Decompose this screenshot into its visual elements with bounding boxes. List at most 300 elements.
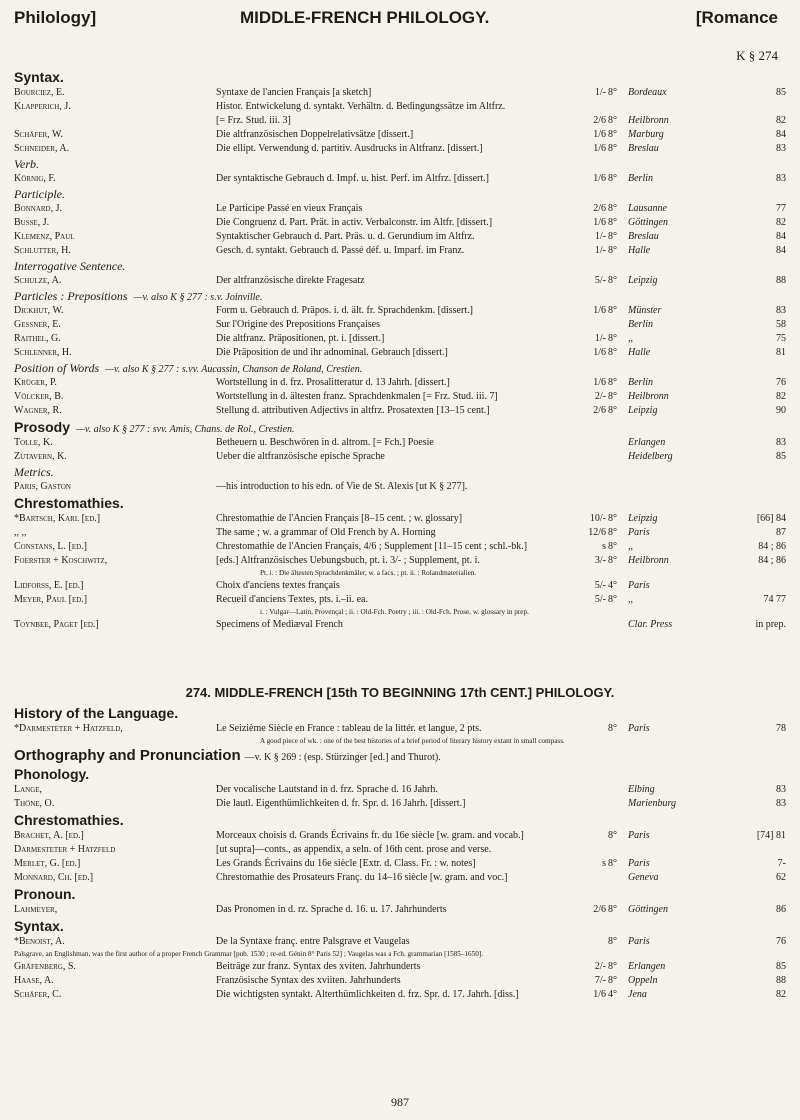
entry-year: 76 [776, 377, 786, 388]
entry-price: s [602, 858, 606, 869]
entry-title: Wortstellung in d. frz. Prosalitteratur d. 13 Jahrh. [dissert.] [216, 377, 450, 388]
entry-price: 1/6 [593, 305, 606, 316]
entry-author: Constans, L. [ed.] [14, 541, 87, 552]
entry-price: 1/6 [593, 217, 606, 228]
entry-author: Lidforss, E. [ed.] [14, 580, 84, 591]
history-heading: History of the Language. [14, 705, 179, 721]
entry-size: 8° [608, 173, 617, 184]
entry-year: 83 [776, 143, 786, 154]
entry-author: Bonnard, J. [14, 203, 63, 214]
entry-author: Schlutter, H. [14, 245, 71, 256]
entry-author: Tolle, K. [14, 437, 53, 448]
entry-author: Krüger, P. [14, 377, 57, 388]
entry-price: 1/- [594, 231, 606, 242]
entry-size: 8° [608, 961, 617, 972]
entry-place: Heidelberg [628, 451, 673, 462]
list-item [0, 974, 800, 988]
entry-author: Paris, Gaston [14, 481, 71, 492]
entry-year: 81 [776, 347, 786, 358]
history-note [0, 736, 800, 747]
entry-year: 83 [776, 173, 786, 184]
entry-size: 8° [608, 405, 617, 416]
chrestomathies2-heading: Chrestomathies. [14, 812, 124, 828]
header-right: [Romance [695, 8, 778, 27]
orthography-heading [0, 747, 800, 765]
syntax2-heading: Syntax. [14, 918, 64, 934]
list-item [0, 172, 800, 186]
particles-ref: —v. also K § 277 : s.v. Joinville. [133, 292, 263, 303]
entry-size: 8° [608, 391, 617, 402]
entry-title: Recueil d'anciens Textes, pts. i.–ii. ea. [216, 594, 368, 605]
entry-title: Die ellipt. Verwendung d. partitiv. Ausdrucks in Altfranz. [dissert.] [216, 143, 483, 154]
pronoun-heading: Pronoun. [14, 886, 76, 902]
list-item [0, 404, 800, 418]
list-item [0, 318, 800, 332]
entry-author: Wagner, R. [14, 405, 62, 416]
position-ref: —v. also K § 277 : s.vv. Aucassin, Chanson de Roland, Crestien. [105, 364, 363, 375]
entry-author: Schlenner, H. [14, 347, 72, 358]
entry-author: Körnig, F. [14, 173, 56, 184]
list-item [0, 114, 800, 128]
entry-year: 84 ; 86 [758, 541, 786, 552]
entry-title: —his introduction to his edn. of Vie de St. Alexis [ut K § 277]. [216, 481, 468, 492]
entry-title: Die wichtigsten syntakt. Alterthümlichkeiten d. frz. Spr. d. 17. Jahrh. [diss.] [216, 989, 519, 1000]
entry-place: ,, [628, 333, 633, 344]
list-item [0, 480, 800, 494]
entry-author: Dickhut, W. [14, 305, 64, 316]
entry-year: 76 [776, 936, 786, 947]
list-item [0, 100, 800, 114]
list-item [0, 304, 800, 318]
header-left: Philology] [14, 8, 97, 27]
entry-author: Lange, [14, 784, 43, 795]
entry-size: 8° [608, 333, 617, 344]
list-item [0, 346, 800, 360]
entry-size: 8° [608, 203, 617, 214]
entry-title: Chrestomathie des Prosateurs Franç. du 14–16 siècle [w. gram. and voc.] [216, 872, 508, 883]
entry-size: 8° [608, 377, 617, 388]
entry-size: 8° [608, 975, 617, 986]
entry-year: 7- [777, 858, 786, 869]
entry-author: Darmesteter + Hatzfeld [14, 844, 116, 855]
entry-title: Morceaux choisis d. Grands Écrivains fr. du 16e siècle [w. gram. and vocab.] [216, 830, 524, 841]
entry-price: 1/- [594, 245, 606, 256]
entry-price: 2/6 [593, 203, 606, 214]
entry-place: Marburg [628, 129, 664, 140]
entry-size: 8° [608, 231, 617, 242]
entry-price: 1/6 [593, 347, 606, 358]
page-header [0, 0, 800, 40]
entry-size: 8° [608, 555, 617, 566]
entry-title: Die altfranzösischen Doppelrelativsätze [dissert.] [216, 129, 414, 140]
chrestomathies-note [0, 568, 800, 579]
list-item [0, 903, 800, 917]
entry-title: Beiträge zur franz. Syntax des xviten. Jahrhunderts [216, 961, 421, 972]
entry-year: 84 [776, 231, 786, 242]
entry-size: 8° [608, 527, 617, 538]
entry-title: Choix d'anciens textes français [216, 580, 340, 591]
entry-place: Jena [628, 989, 647, 1000]
syntax2-list-2 [0, 960, 800, 1002]
list-item [0, 450, 800, 464]
entry-title: Der syntaktische Gebrauch d. Impf. u. hist. Perf. im Altfrz. [dissert.] [216, 173, 489, 184]
interrogative-list [0, 274, 800, 288]
entry-author: Zutavern, K. [14, 451, 67, 462]
syntax2-note [0, 949, 800, 960]
entry-title: Le Participe Passé en vieux Français [216, 203, 363, 214]
entry-title: Stellung d. attributiven Adjectivs in altfrz. Prosatexten [13–15 cent.] [216, 405, 490, 416]
entry-author: Schulze, A. [14, 275, 62, 286]
entry-size: 8° [608, 347, 617, 358]
chrestomathies-heading: Chrestomathies. [14, 495, 124, 511]
entry-author: ,, ,, [14, 527, 27, 538]
entry-author: Toynbee, Paget [ed.] [14, 619, 99, 630]
list-item [0, 797, 800, 811]
entry-author: Raithel, G. [14, 333, 61, 344]
header-center: MIDDLE-FRENCH PHILOLOGY. [240, 8, 490, 27]
list-item [0, 722, 800, 736]
entry-year: 75 [776, 333, 786, 344]
entry-place: Marienburg [628, 798, 676, 809]
chrestomathies-list-2 [0, 579, 800, 607]
particles-list [0, 304, 800, 360]
entry-title: Wortstellung in d. ältesten franz. Sprachdenkmalen [= Frz. Stud. iii. 7] [216, 391, 498, 402]
list-item [0, 376, 800, 390]
entry-year: 58 [776, 319, 786, 330]
entry-size: 8° [608, 305, 617, 316]
phonology-heading: Phonology. [14, 766, 90, 782]
chrestomathies-list-3 [0, 618, 800, 632]
entry-author: Schneider, A. [14, 143, 70, 154]
entry-year: 84 [776, 129, 786, 140]
entry-year: 77 [776, 203, 786, 214]
participle-heading: Participle. [14, 187, 65, 201]
note-text: A good piece of wk. : one of the best histories of a brief period of literary history extant in small compass. [260, 737, 565, 745]
entry-place: Paris [628, 858, 650, 869]
entry-price: 5/- [594, 275, 606, 286]
entry-place: Münster [628, 305, 662, 316]
entry-year: 62 [776, 872, 786, 883]
entry-place: Leipzig [628, 405, 658, 416]
entry-year: 88 [776, 275, 786, 286]
list-item [0, 202, 800, 216]
entry-place: Halle [628, 245, 651, 256]
entry-title: Die Congruenz d. Part. Prät. in activ. Verbalconstr. im Altfr. [dissert.] [216, 217, 493, 228]
entry-year: 87 [776, 527, 786, 538]
entry-year: 82 [776, 989, 786, 1000]
list-item [0, 857, 800, 871]
position-title: Position of Words [14, 361, 100, 375]
entry-place: Breslau [628, 231, 659, 242]
list-item [0, 86, 800, 100]
entry-place: Paris [628, 830, 650, 841]
entry-author: Klapperich, J. [14, 101, 71, 112]
list-item [0, 871, 800, 885]
list-item [0, 526, 800, 540]
entry-year: 83 [776, 305, 786, 316]
entry-price: 10/- [589, 513, 606, 524]
entry-title: Chrestomathie de l'Ancien Français, 4/6 ; Supplement [11–15 cent ; schl.-bk.] [216, 541, 528, 552]
entry-size: 8° [608, 904, 617, 915]
entry-title: Der vocalische Lautstand in d. frz. Sprache d. 16 Jahrh. [216, 784, 438, 795]
entry-place: Paris [628, 723, 650, 734]
entry-year: in prep. [755, 619, 786, 630]
entry-year: 83 [776, 437, 786, 448]
page-number: 987 [391, 1095, 409, 1109]
entry-price: 2/- [594, 961, 606, 972]
entry-size: 8° [608, 275, 617, 286]
prosody-title: Prosody [14, 419, 71, 435]
entry-year: 83 [776, 798, 786, 809]
entry-title: [ut supra]—conts., as appendix, a seln. of 16th cent. prose and verse. [216, 844, 492, 855]
entry-place: Berlin [628, 173, 653, 184]
entry-title: Form u. Gebrauch d. Präpos. i. d. ält. fr. Sprachdenkm. [dissert.] [216, 305, 473, 316]
verb-heading: Verb. [14, 157, 39, 171]
entry-title: De la Syntaxe franç. entre Palsgrave et Vaugelas [216, 936, 410, 947]
entry-place: Leipzig [628, 513, 658, 524]
entry-size: 8° [608, 830, 617, 841]
metrics-list [0, 480, 800, 494]
entry-author: Busse, J. [14, 217, 50, 228]
entry-title: Französische Syntax des xviiten. Jahrhunderts [216, 975, 401, 986]
entry-price: 1/6 [593, 377, 606, 388]
list-item [0, 935, 800, 949]
entry-author: Thöne, O. [14, 798, 55, 809]
verb-list [0, 172, 800, 186]
entry-place: Paris [628, 936, 650, 947]
entry-year: 83 [776, 784, 786, 795]
list-item [0, 593, 800, 607]
entry-place: Paris [628, 580, 650, 591]
entry-author: Brachet, A. [ed.] [14, 830, 84, 841]
entry-place: Geneva [628, 872, 659, 883]
entry-title: Histor. Entwickelung d. syntakt. Verhältn. d. Bedingungssätze im Altfrz. [216, 101, 506, 112]
participle-list [0, 202, 800, 258]
prosody-heading [0, 418, 800, 436]
entry-place: Lausanne [628, 203, 667, 214]
entry-year: 82 [776, 115, 786, 126]
entry-title: Der altfranzösische direkte Fragesatz [216, 275, 365, 286]
entry-price: 5/- [594, 594, 606, 605]
entry-price: 12/6 [588, 527, 606, 538]
entry-author: Meyer, Paul [ed.] [14, 594, 88, 605]
syntax2-list [0, 935, 800, 949]
list-item [0, 390, 800, 404]
entry-place: Heilbronn [628, 115, 669, 126]
position-list [0, 376, 800, 418]
entry-title: Gesch. d. syntakt. Gebrauch d. Passé déf. u. Imparf. im Franz. [216, 245, 465, 256]
entry-size: 8° [608, 594, 617, 605]
entry-title: Die Präposition de und ihr adnominal. Gebrauch [dissert.] [216, 347, 448, 358]
entry-author: Monnard, Ch. [ed.] [14, 872, 94, 883]
entry-author: Schäfer, W. [14, 129, 64, 140]
chrestomathies-list [0, 512, 800, 568]
entry-title: Sur l'Origine des Prepositions Françaises [216, 319, 381, 330]
entry-size: 8° [608, 115, 617, 126]
part1-section [0, 68, 800, 632]
entry-year: 84 ; 86 [758, 555, 786, 566]
entry-size: 8° [608, 217, 617, 228]
entry-year: 74 77 [763, 594, 786, 605]
entry-title: Le Seizième Siècle en France : tableau de la littér. et langue, 2 pts. [216, 723, 482, 734]
entry-price: 1/6 [593, 989, 606, 1000]
entry-author: Klemenz, Paul [14, 231, 75, 242]
entry-place: Paris [628, 527, 650, 538]
note-text: Pt. i. : Die ältesten Sprachdenkmäler, w. a facs. ; pt. ii. : Rolandmaterialien. [260, 569, 477, 577]
entry-title: [eds.] Altfranzösisches Uebungsbuch, pt. i. 3/- ; Supplement, pt. i. [216, 555, 480, 566]
list-item [0, 274, 800, 288]
entry-author: Bourciez, E. [14, 87, 65, 98]
entry-author: Schäfer, C. [14, 989, 62, 1000]
entry-size: 8° [608, 245, 617, 256]
entry-size: 8° [608, 87, 617, 98]
list-item [0, 540, 800, 554]
history-list [0, 722, 800, 736]
entry-size: 4° [608, 580, 617, 591]
entry-author: Gräfenberg, S. [14, 961, 76, 972]
entry-title: [= Frz. Stud. iii. 3] [216, 115, 291, 126]
list-item [0, 829, 800, 843]
entry-author: Lahmeyer, [14, 904, 58, 915]
syntax-list [0, 86, 800, 156]
list-item [0, 960, 800, 974]
interrogative-heading: Interrogative Sentence. [14, 259, 126, 273]
entry-author: *Bartsch, Karl [ed.] [14, 513, 101, 524]
entry-title: Chrestomathie de l'Ancien Français [8–15 cent. ; w. glossary] [216, 513, 463, 524]
entry-place: Elbing [628, 784, 655, 795]
entry-author: Völcker, B. [14, 391, 64, 402]
list-item [0, 244, 800, 258]
entry-price: 1/6 [593, 143, 606, 154]
entry-size: 8° [608, 129, 617, 140]
entry-price: 2/- [594, 391, 606, 402]
entry-place: Oppeln [628, 975, 658, 986]
list-item [0, 843, 800, 857]
entry-size: 8° [608, 936, 617, 947]
entry-place: Heilbronn [628, 555, 669, 566]
entry-year: 85 [776, 451, 786, 462]
entry-title: Ueber die altfranzösische epische Sprache [216, 451, 385, 462]
phonology-list [0, 783, 800, 811]
particles-heading [0, 288, 800, 304]
list-item [0, 142, 800, 156]
entry-year: 86 [776, 904, 786, 915]
position-heading [0, 360, 800, 376]
entry-size: 8° [608, 143, 617, 154]
entry-title: Das Pronomen in d. rz. Sprache d. 16. u. 17. Jahrhunderts [216, 904, 447, 915]
entry-place: ,, [628, 594, 633, 605]
entry-title: Betheuern u. Beschwören in d. altrom. [= Fch.] Poesie [216, 437, 434, 448]
prosody-list [0, 436, 800, 464]
entry-place: Berlin [628, 377, 653, 388]
chrestomathies2-list [0, 829, 800, 885]
list-item [0, 230, 800, 244]
entry-price: 2/6 [593, 115, 606, 126]
entry-title: Die altfranz. Präpositionen, pt. i. [dissert.] [216, 333, 385, 344]
entry-author: Haase, A. [14, 975, 54, 986]
entry-year: 90 [776, 405, 786, 416]
list-item [0, 618, 800, 632]
orthography-title: Orthography and Pronunciation [14, 747, 241, 764]
entry-title: Specimens of Mediæval French [216, 619, 343, 630]
list-item [0, 128, 800, 142]
entry-size: 8° [608, 541, 617, 552]
entry-title: Syntaktischer Gebrauch d. Part. Präs. u. d. Gerundium im Altfrz. [216, 231, 475, 242]
entry-author: Foerster + Koschwitz, [14, 555, 108, 566]
entry-place: Leipzig [628, 275, 658, 286]
entry-year: [66] 84 [756, 513, 786, 524]
entry-price: 3/- [594, 555, 606, 566]
list-item [0, 579, 800, 593]
entry-author: Merlet, G. [ed.] [14, 858, 81, 869]
entry-price: 1/- [594, 333, 606, 344]
section-ref: K § 274 [736, 48, 778, 63]
entry-year: 82 [776, 217, 786, 228]
entry-price: 2/6 [593, 904, 606, 915]
entry-place: Breslau [628, 143, 659, 154]
entry-place: Erlangen [628, 437, 666, 448]
list-item [0, 436, 800, 450]
entry-place: Berlin [628, 319, 653, 330]
entry-price: 1/- [594, 87, 606, 98]
entry-place: Göttingen [628, 217, 668, 228]
entry-year: 85 [776, 961, 786, 972]
entry-size: 8° [608, 513, 617, 524]
list-item [0, 988, 800, 1002]
entry-price: 2/6 [593, 405, 606, 416]
entry-title: Syntaxe de l'ancien Français [a sketch] [216, 87, 372, 98]
entry-title: Die lautl. Eigenthümlichkeiten d. fr. Spr. d. 16 Jahrh. [dissert.] [216, 798, 466, 809]
entry-price: 5/- [594, 580, 606, 591]
entry-author: Gessner, E. [14, 319, 61, 330]
pronoun-list [0, 903, 800, 917]
entry-price: 7/- [594, 975, 606, 986]
entry-size: 4° [608, 989, 617, 1000]
part2-section [0, 682, 800, 1002]
entry-price: 1/6 [593, 173, 606, 184]
entry-price: 1/6 [593, 129, 606, 140]
particles-title: Particles : Prepositions [14, 289, 128, 303]
entry-place: Clar. Press [628, 619, 673, 630]
list-item [0, 332, 800, 346]
syntax-heading: Syntax. [14, 69, 64, 85]
entry-place: Göttingen [628, 904, 668, 915]
list-item [0, 216, 800, 230]
entry-year: [74] 81 [756, 830, 786, 841]
note-text: i. : Vulgar—Latin, Provençal ; ii. : Old-Fch. Poetry ; iii. : Old-Fch. Prose, w. glossary in prep. [260, 608, 529, 616]
entry-year: 84 [776, 245, 786, 256]
list-item [0, 554, 800, 568]
entry-year: 85 [776, 87, 786, 98]
entry-price: s [602, 541, 606, 552]
entry-year: 82 [776, 391, 786, 402]
entry-year: 88 [776, 975, 786, 986]
entry-size: 8° [608, 858, 617, 869]
entry-place: Heilbronn [628, 391, 669, 402]
entry-title: Les Grands Écrivains du 16e siècle [Extr. d. Class. Fr. : w. notes] [216, 858, 476, 869]
note-text: Palsgrave, an Englishman, was the first author of a proper French Grammar [pub. 1530 ; re-ed. Génin 8° Paris 52] ; Vaugelas was a Fch. grammarian [1585–1650]. [14, 950, 484, 958]
chrestomathies-note-2 [0, 607, 800, 618]
list-item [0, 512, 800, 526]
entry-place: Halle [628, 347, 651, 358]
entry-year: 78 [776, 723, 786, 734]
section-title: 274. MIDDLE-FRENCH [15th TO BEGINNING 17th CENT.] PHILOLOGY. [185, 685, 615, 700]
entry-title: The same ; w. a grammar of Old French by A. Horning [216, 527, 436, 538]
entry-place: Bordeaux [628, 87, 667, 98]
entry-place: Erlangen [628, 961, 666, 972]
prosody-ref: —v. also K § 277 : svv. Amis, Chans. de Rol., Crestien. [76, 424, 295, 435]
list-item [0, 783, 800, 797]
